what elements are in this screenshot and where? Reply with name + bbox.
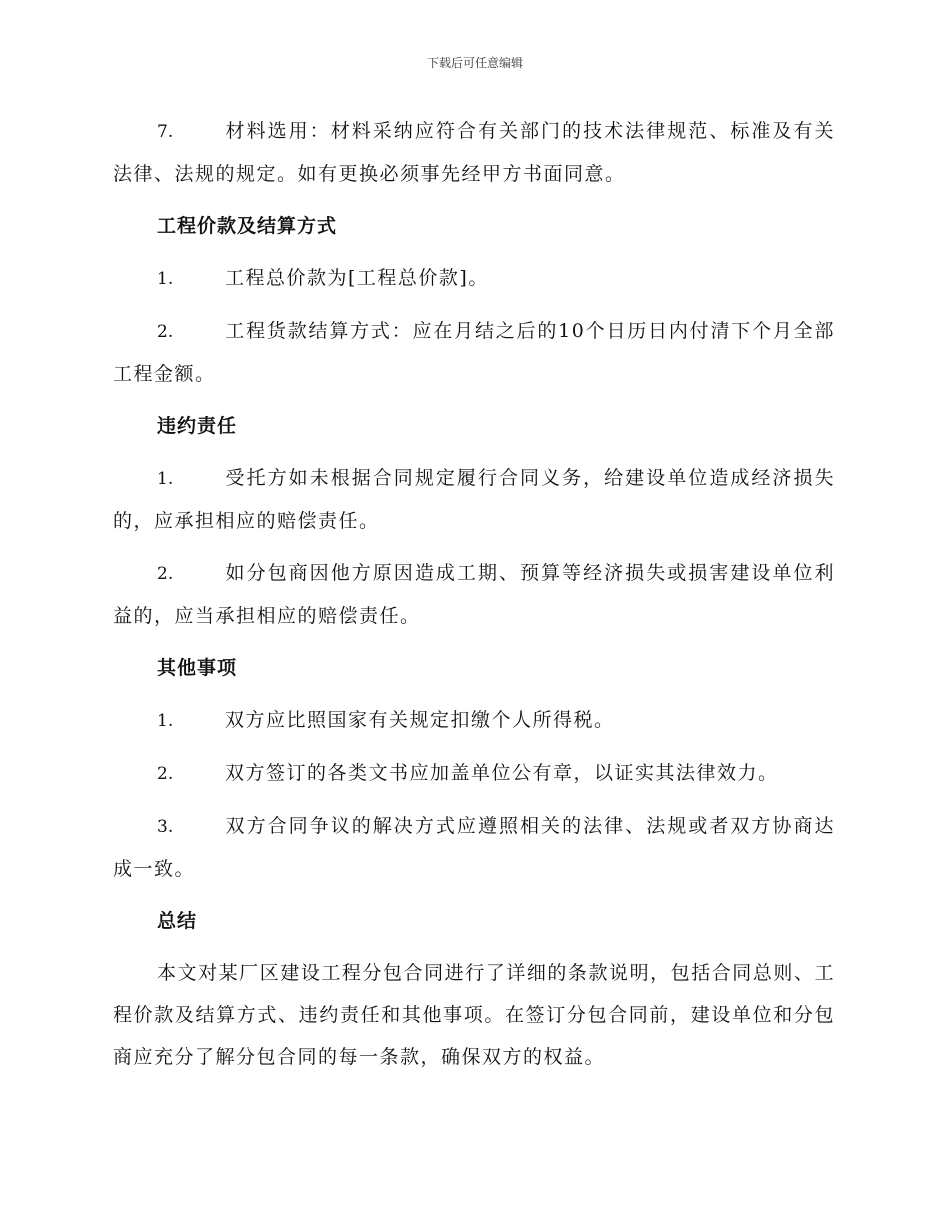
item-text: 工程货款结算方式：应在月结之后的10个日历日内付清下个月全部工程金额。 <box>113 320 835 385</box>
page-header: 下载后可任意编辑 <box>426 56 523 70</box>
list-item <box>113 805 835 890</box>
list-item <box>113 257 835 300</box>
item-number: 1. <box>157 469 174 489</box>
item-number: 1. <box>157 269 174 289</box>
item-text: 材料选用：材料采纳应符合有关部门的技术法律规范、标准及有关法律、法规的规定。如有更换必须事先经甲方书面同意。 <box>113 120 835 185</box>
list-item <box>113 552 835 637</box>
list-item <box>113 457 835 542</box>
list-item <box>113 752 835 795</box>
document-body <box>113 110 835 1078</box>
section-heading-summary: 总结 <box>157 910 198 932</box>
item-text: 双方合同争议的解决方式应遵照相关的法律、法规或者双方协商达成一致。 <box>113 815 835 880</box>
list-item <box>113 110 835 195</box>
summary-paragraph: 本文对某厂区建设工程分包合同进行了详细的条款说明，包括合同总则、工程价款及结算方式、违约责任和其他事项。在签订分包合同前，建设单位和分包商应充分了解分包合同的每一条款，确保双方的权益。 <box>113 962 835 1068</box>
item-text: 工程总价款为[工程总价款]。 <box>225 267 489 289</box>
item-number: 1. <box>157 711 174 731</box>
item-text: 如分包商因他方原因造成工期、预算等经济损失或损害建设单位利益的，应当承担相应的赔偿责任。 <box>113 562 835 627</box>
item-number: 2. <box>157 764 174 784</box>
list-item <box>113 310 835 395</box>
item-text: 双方签订的各类文书应加盖单位公有章，以证实其法律效力。 <box>225 762 779 784</box>
item-number: 2. <box>157 322 174 342</box>
section-heading-liability: 违约责任 <box>157 415 238 437</box>
item-text: 双方应比照国家有关规定扣缴个人所得税。 <box>225 709 615 731</box>
item-number: 2. <box>157 564 174 584</box>
list-item <box>113 699 835 742</box>
item-number: 3. <box>157 817 174 837</box>
section-heading-payment: 工程价款及结算方式 <box>157 215 338 237</box>
item-number: 7. <box>157 122 174 142</box>
section-heading-other: 其他事项 <box>157 657 238 679</box>
item-text: 受托方如未根据合同规定履行合同义务，给建设单位造成经济损失的，应承担相应的赔偿责任。 <box>113 467 835 532</box>
